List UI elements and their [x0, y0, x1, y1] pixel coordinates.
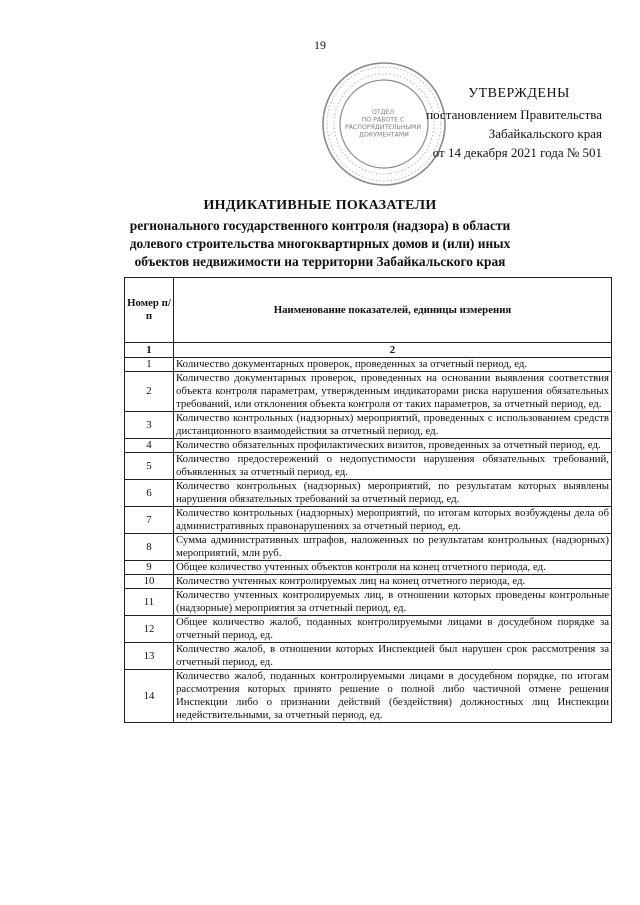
- row-text: Количество обязательных профилактических визитов, проведенных за отчетный период, ед.: [174, 439, 612, 453]
- table-header-row: [125, 278, 612, 343]
- row-text: Количество контрольных (надзорных) мероприятий, по результатам которых выявлены нарушения обязательных требований за отчетный период, ед.: [174, 480, 612, 507]
- row-text: Количество документарных проверок, проведенных за отчетный период, ед.: [174, 358, 612, 372]
- indicators-table: [124, 277, 612, 723]
- row-number: 13: [125, 643, 174, 670]
- table-row: [125, 480, 612, 507]
- row-number: 7: [125, 507, 174, 534]
- title-main: ИНДИКАТИВНЫЕ ПОКАЗАТЕЛИ: [203, 198, 437, 213]
- row-number: 6: [125, 480, 174, 507]
- table-row: [125, 575, 612, 589]
- title-line-3: объектов недвижимости на территории Забайкальского края: [134, 254, 506, 269]
- approval-line-2: Забайкальского края: [488, 126, 602, 141]
- approved-label: УТВЕРЖДЕНЫ: [468, 86, 570, 101]
- row-text: Общее количество жалоб, поданных контролируемыми лицами в досудебном порядке за отчетный период, ед.: [174, 616, 612, 643]
- row-text: Количество документарных проверок, проведенных на основании выявления соответствия объекта контроля параметрам, утвержденным индикаторами риска нарушения обязательных требований, или отклонения объекта контроля от таких параметров, за отчетный период, ед.: [174, 372, 612, 412]
- row-text: Количество контрольных (надзорных) мероприятий, проведенных с использованием средств дистанционного взаимодействия за отчетный период, ед.: [174, 412, 612, 439]
- row-number: 3: [125, 412, 174, 439]
- table-row: [125, 643, 612, 670]
- table-row: [125, 616, 612, 643]
- table-row: [125, 507, 612, 534]
- row-number: 9: [125, 561, 174, 575]
- approval-block: [366, 84, 602, 162]
- approval-line-3: от 14 декабря 2021 года № 501: [432, 145, 602, 160]
- row-text: Количество учтенных контролируемых лиц на конец отчетного периода, ед.: [174, 575, 612, 589]
- column-number-row: [125, 343, 612, 358]
- row-number: 4: [125, 439, 174, 453]
- stamp-text: ОТДЕЛ ПО РАБОТЕ С РАСПОРЯДИТЕЛЬНЫМИ ДОКУМЕНТАМИ: [345, 109, 421, 139]
- column-number-1: 1: [125, 343, 174, 358]
- row-text: Количество учтенных контролируемых лиц, в отношении которых проведены контрольные (надзорные) мероприятия за отчетный период, ед.: [174, 589, 612, 616]
- table-row: [125, 372, 612, 412]
- table-row: [125, 358, 612, 372]
- row-number: 10: [125, 575, 174, 589]
- row-text: Общее количество учтенных объектов контроля на конец отчетного периода, ед.: [174, 561, 612, 575]
- header-name: Наименование показателей, единицы измерения: [174, 278, 612, 343]
- row-number: 11: [125, 589, 174, 616]
- table-row: [125, 453, 612, 480]
- row-text: Количество контрольных (надзорных) мероприятий, по итогам которых возбуждены дела об административных правонарушениях за отчетный период, ед.: [174, 507, 612, 534]
- row-number: 2: [125, 372, 174, 412]
- approval-line-1: постановлением Правительства: [426, 107, 602, 122]
- column-number-2: 2: [174, 343, 612, 358]
- title-line-2: долевого строительства многоквартирных домов и (или) иных: [129, 236, 511, 251]
- row-text: Количество предостережений о недопустимости нарушения обязательных требований, объявленных за отчетный период, ед.: [174, 453, 612, 480]
- row-number: 14: [125, 670, 174, 723]
- row-number: 8: [125, 534, 174, 561]
- table-row: [125, 439, 612, 453]
- row-text: Количество жалоб, поданных контролируемыми лицами в досудебном порядке, по итогам рассмотрения которых принято решение о полной либо частичной отмене решения Инспекции либо о признании действий (бездействия) должностных лиц Инспекции недействительными, за отчетный период, ед.: [174, 670, 612, 723]
- table-row: [125, 412, 612, 439]
- row-text: Сумма административных штрафов, наложенных по результатам контрольных (надзорных) мероприятий, млн руб.: [174, 534, 612, 561]
- page-number: 19: [314, 38, 326, 52]
- table-row: [125, 670, 612, 723]
- row-text: Количество жалоб, в отношении которых Инспекцией был нарушен срок рассмотрения за отчетный период, ед.: [174, 643, 612, 670]
- table-row: [125, 561, 612, 575]
- document-title: [60, 198, 580, 271]
- header-number: Номер п/п: [125, 278, 174, 343]
- row-number: 12: [125, 616, 174, 643]
- table-row: [125, 589, 612, 616]
- table-row: [125, 534, 612, 561]
- row-number: 5: [125, 453, 174, 480]
- title-line-1: регионального государственного контроля (надзора) в области: [129, 218, 511, 233]
- row-number: 1: [125, 358, 174, 372]
